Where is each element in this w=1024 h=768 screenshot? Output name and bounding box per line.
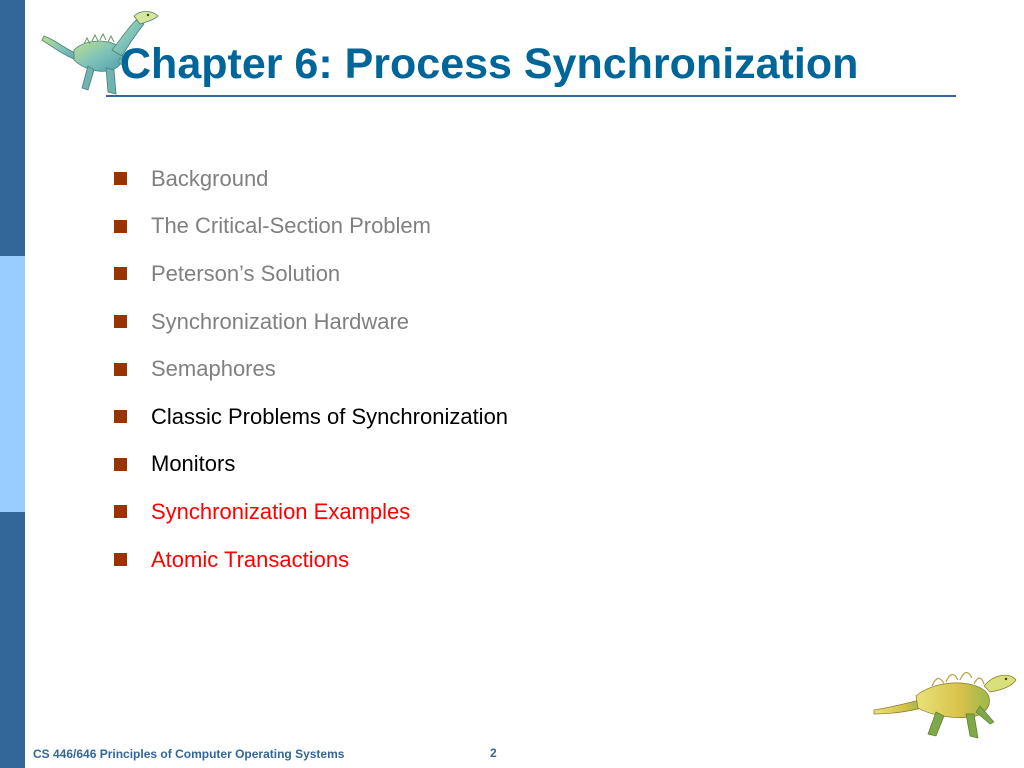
bullet-item — [114, 488, 508, 536]
bullet-text: Monitors — [151, 451, 236, 477]
bullet-item — [114, 298, 508, 346]
square-bullet-icon — [114, 363, 127, 376]
bullet-item — [114, 250, 508, 298]
bullet-list — [114, 155, 508, 583]
square-bullet-icon — [114, 172, 127, 185]
square-bullet-icon — [114, 505, 127, 518]
bullet-text: Synchronization Hardware — [151, 308, 410, 334]
footer-course-title: CS 446/646 Principles of Computer Operating Systems — [33, 747, 345, 761]
square-bullet-icon — [114, 410, 127, 423]
square-bullet-icon — [114, 458, 127, 471]
bullet-item — [114, 536, 508, 584]
left-bar-segment-bottom — [0, 512, 25, 768]
slide-title: Chapter 6: Process Synchronization — [120, 40, 859, 88]
page-number: 2 — [490, 746, 497, 760]
square-bullet-icon — [114, 553, 127, 566]
bullet-item — [114, 441, 508, 489]
bullet-item — [114, 203, 508, 251]
left-accent-bar — [0, 0, 25, 768]
bullet-text: Classic Problems of Synchronization — [151, 403, 509, 429]
bullet-item — [114, 155, 508, 203]
bullet-text: Background — [151, 165, 269, 191]
left-bar-segment-middle — [0, 256, 25, 512]
left-bar-segment-top — [0, 0, 25, 256]
bullet-text: The Critical-Section Problem — [151, 213, 431, 239]
dinosaur-icon — [870, 656, 1020, 742]
bullet-text: Atomic Transactions — [151, 546, 350, 572]
bullet-text: Synchronization Examples — [151, 498, 411, 524]
square-bullet-icon — [114, 315, 127, 328]
square-bullet-icon — [114, 267, 127, 280]
title-divider — [106, 95, 956, 97]
bullet-item — [114, 393, 508, 441]
bullet-text: Semaphores — [151, 356, 276, 382]
bullet-text: Peterson’s Solution — [151, 260, 341, 286]
square-bullet-icon — [114, 220, 127, 233]
bullet-item — [114, 345, 508, 393]
